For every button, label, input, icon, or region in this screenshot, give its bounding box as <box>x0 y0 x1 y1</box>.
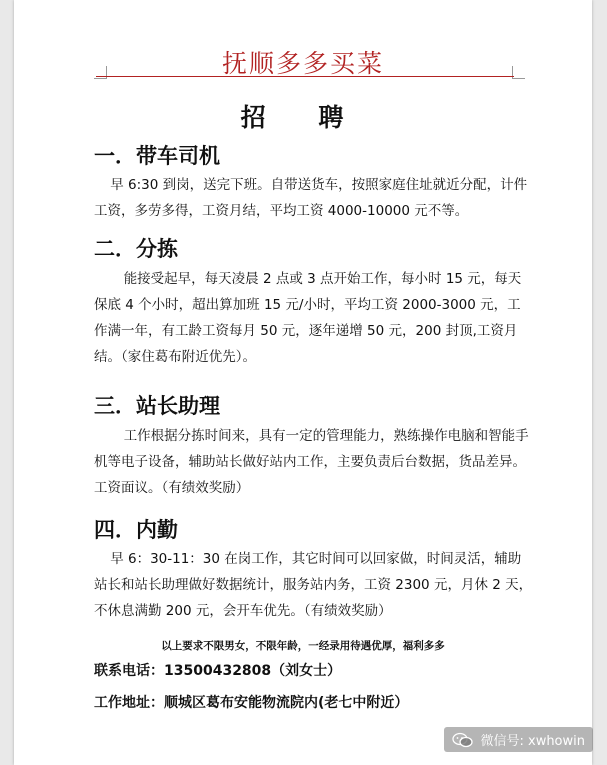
contact-phone: 联系电话：13500432808（刘女士） <box>94 663 342 679</box>
section-body-assistant: 工作根据分拣时间来，具有一定的管理能力，熟练操作电脑和智能手机等电子设备，辅助站长做好站内工作，主要负责后台数据，货品差异。工资面议。（有绩效奖励） <box>94 428 529 496</box>
section-body-driver: 早 6:30 到岗，送完下班。自带送货车，按照家庭住址就近分配，计件工资，多劳多得，工资月结，平均工资 4000-10000 元不等。 <box>94 177 528 219</box>
document-page <box>14 0 592 765</box>
section-heading-assistant: 三．站长助理 <box>94 393 220 418</box>
section-body-office: 早 6：30-11：30 在岗工作，其它时间可以回家做，时间灵活，辅助站长和站长助理做好数据统计，服务站内务，工资 2300 元，月休 2 天，不休息满勤 200 元，会开车优先。（有绩效奖励） <box>94 551 533 619</box>
header-rule <box>96 76 514 77</box>
header-title: 抚顺多多买菜 <box>221 49 384 78</box>
wechat-icon <box>452 732 474 748</box>
watermark-text: 微信号: xwhowin <box>480 734 585 749</box>
main-title: 招 聘 <box>240 103 366 132</box>
section-body-sorting: 能接受起早，每天凌晨 2 点或 3 点开始工作，每小时 15 元，每天保底 4 个小时，超出算加班 15 元/小时，平均工资 2000-3000 元，工作满一年，有工龄工资每月 50 元，逐年递增 50 元，200 封顶,工资月结。（家住葛布附近优先）。 <box>94 271 522 365</box>
wechat-watermark <box>444 727 593 752</box>
section-heading-office: 四．内勤 <box>94 517 178 542</box>
section-heading-sorting: 二．分拣 <box>94 236 178 261</box>
contact-address: 工作地址：顺城区葛布安能物流院内(老七中附近） <box>94 695 409 711</box>
requirements-note: 以上要求不限男女，不限年龄，一经录用待遇优厚，福利多多 <box>161 640 445 652</box>
section-heading-driver: 一．带车司机 <box>94 143 220 168</box>
